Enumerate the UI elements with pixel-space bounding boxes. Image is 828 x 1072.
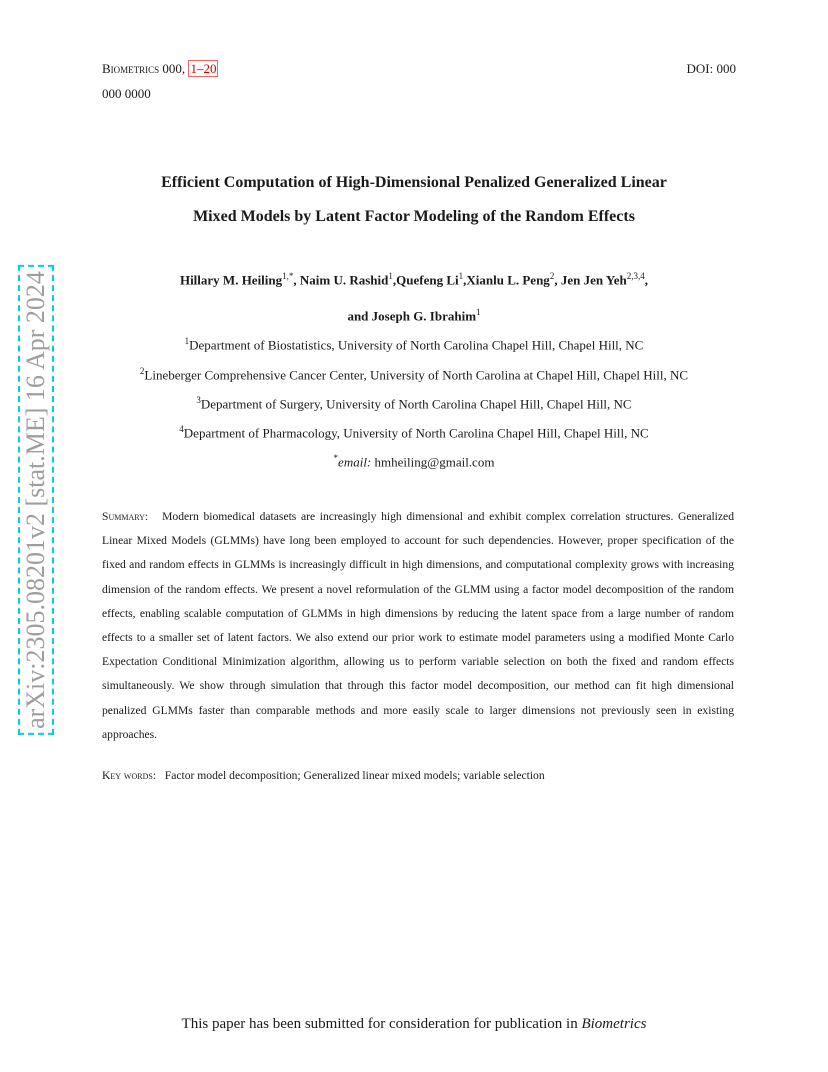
affiliation [0,336,828,353]
page-range-link[interactable] [188,60,218,77]
abstract-text: Modern biomedical datasets are increasingly high dimensional and exhibit complex correlation structures. Generalized Linear Mixed Models (GLMMs) have long been employed to account for such dependencies. However, proper specification of the fixed and random effects in GLMMs is increasingly difficult in high dimensions, and computational complexity grows with increasing dimension of the random effects. We present a novel reformulation of the GLMM using a factor model decomposition of the random effects, enabling scalable computation of GLMMs in high dimensions by reducing the latent space from a large number of random effects to a smaller set of latent factors. We also extend our prior work to estimate model parameters using a modified Monte Carlo Expectation Conditional Minimization algorithm, allowing us to perform variable selection on both the fixed and random effects simultaneously. We show through simulation that through this factor model decomposition, our method can fit high dimensional penalized GLMMs faster than comparable methods and more easily scale to larger dimensions not previously seen in existing approaches. [102,510,734,741]
affiliation-mark: 4 [179,424,184,434]
author-conjunction: and [347,308,372,324]
author-list-continued [0,307,828,324]
email-address[interactable]: hmheiling@gmail.com [374,454,495,470]
abstract [102,505,734,747]
doi: DOI: 000 [686,61,736,76]
submission-note-text: This paper has been submitted for consideration for publication in [181,1016,582,1032]
email-label: email: [338,454,372,470]
author-affiliation-mark: 2,3,4 [626,271,645,281]
author-name: Hillary M. Heiling [179,272,283,288]
paper-title-line-1: Efficient Computation of High-Dimensional Penalized Generalized Linear [161,174,667,191]
author-name: Quefeng Li [396,272,459,288]
volume-info: 000 0000 [102,86,151,101]
author-affiliation-mark: 2 [549,271,555,281]
affiliation-text: Lineberger Comprehensive Cancer Center, University of North Carolina at Chapel Hill, Chapel Hill, NC [144,367,689,383]
arxiv-stamp[interactable]: arXiv:2305.08201v2 [stat.ME] 16 Apr 2024 [18,265,54,735]
page-start: 1 [190,61,197,76]
keywords-text: Factor model decomposition; Generalized linear mixed models; variable selection [164,769,545,782]
keywords [102,769,545,782]
author-name: Xianlu L. Peng [466,272,550,288]
affiliation [0,366,828,383]
author-name: Jen Jen Yeh [560,272,627,288]
journal-header [102,61,218,77]
author-list [0,271,828,288]
email-mark: * [333,453,339,463]
author-affiliation-mark: 1,* [282,271,294,281]
corresponding-email [0,453,828,470]
affiliation-text: Department of Pharmacology, University of North Carolina Chapel Hill, Chapel Hill, NC [183,425,649,441]
page-end: 20 [203,61,217,76]
journal-name: Biometrics 000, [102,61,186,76]
abstract-heading: Summary: [102,510,149,523]
author-separator: , [463,272,467,288]
affiliation [0,424,828,441]
keywords-heading: Key words: [102,769,157,782]
page-dash: – [196,61,204,76]
author-separator: , [554,272,561,288]
paper-title-line-2: Mixed Models by Latent Factor Modeling of the Random Effects [193,208,635,225]
affiliation-mark: 1 [184,336,190,346]
author-affiliation-mark: 1 [458,271,464,281]
author-separator: , [644,272,649,288]
affiliation-text: Department of Surgery, University of North Carolina Chapel Hill, Chapel Hill, NC [200,396,632,412]
submission-note [0,1016,828,1033]
affiliation-mark: 3 [196,395,201,405]
author-separator: , [293,272,300,288]
affiliation-text: Department of Biostatistics, University of North Carolina Chapel Hill, Chapel Hill, NC [189,337,644,353]
author-affiliation-mark: 1 [476,307,481,317]
affiliation-mark: 2 [139,366,145,376]
author-name: Joseph G. Ibrahim [371,308,477,324]
author-affiliation-mark: 1 [388,271,393,281]
author-name: Naim U. Rashid [299,272,389,288]
affiliation [0,395,828,412]
submission-journal: Biometrics [581,1016,647,1032]
author-separator: , [392,272,397,288]
